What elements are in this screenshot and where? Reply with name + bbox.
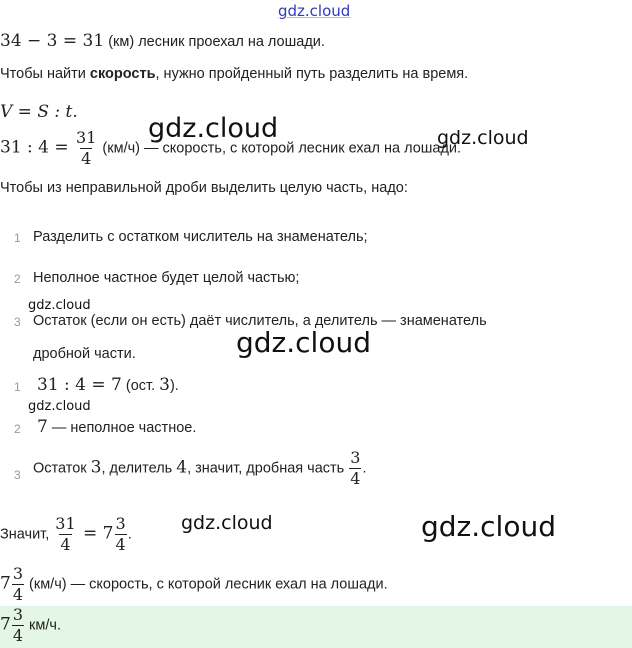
text: , делитель: [101, 460, 177, 477]
text: (км/ч) — скорость, с которой лесник ехал на лошади.: [25, 576, 388, 593]
list-index: 2: [14, 422, 21, 436]
denominator: 4: [12, 585, 24, 604]
denominator: 4: [60, 535, 71, 554]
list-item: Остаток (если он есть) даёт числитель, а делитель — знаменатель: [33, 313, 487, 329]
list-index: 1: [14, 231, 21, 245]
answer-box: [0, 606, 632, 648]
denominator: 4: [350, 469, 361, 488]
numerator: 3: [350, 448, 361, 467]
bold-term: скорость: [89, 66, 156, 82]
line-formula: [0, 102, 78, 122]
numerator: 3: [12, 564, 24, 583]
watermark: gdz.cloud: [437, 127, 529, 149]
watermark: gdz.cloud: [28, 399, 91, 414]
list-item: Неполное частное будет целой частью;: [33, 270, 300, 286]
math-expression: 31 : 4 =: [0, 137, 75, 158]
text: (км) лесник проехал на лошади.: [104, 34, 325, 50]
watermark: gdz.cloud: [28, 298, 91, 313]
text: Остаток: [33, 460, 91, 477]
numerator: 31: [76, 128, 97, 147]
text: (км/ч) — скорость, с которой лесник ехал на лошади.: [98, 140, 462, 157]
math-expression: = 7: [77, 523, 114, 544]
line-result: [0, 566, 388, 603]
list-item: Разделить с остатком числитель на знаменатель;: [33, 229, 368, 245]
math-expression: 4: [176, 457, 188, 478]
mixed-whole: 7: [0, 614, 11, 635]
mixed-whole: 7: [0, 573, 11, 594]
fraction: [115, 516, 127, 553]
text: км/ч.: [25, 617, 61, 634]
list-index: 1: [14, 380, 21, 394]
line-speed-rule: [0, 66, 468, 82]
list-item: [37, 417, 196, 437]
math-expression: 31 : 4 = 7: [37, 375, 122, 395]
watermark: gdz.cloud: [181, 512, 273, 534]
list-index: 3: [14, 468, 21, 482]
denominator: 4: [115, 535, 126, 554]
line-conclusion: [0, 516, 132, 553]
text: , значит, дробная часть: [187, 460, 349, 477]
list-item: [33, 450, 366, 487]
watermark: gdz.cloud: [421, 510, 556, 543]
list-index: 2: [14, 272, 21, 286]
math-expression: 7: [37, 417, 48, 437]
list-index: 3: [14, 315, 21, 329]
text: ).: [169, 378, 179, 394]
text: — неполное частное.: [47, 420, 197, 436]
text: Чтобы из неправильной дроби выделить целую часть, надо:: [0, 180, 408, 196]
line-speed-calc: [0, 130, 461, 167]
fraction: [12, 566, 24, 603]
text: Значит,: [0, 526, 54, 543]
text: (ост.: [121, 378, 160, 394]
list-item-continuation: дробной части.: [33, 346, 136, 362]
watermark: gdz.cloud: [236, 326, 371, 359]
fraction: [75, 130, 97, 167]
numerator: 3: [115, 514, 126, 533]
line-rule-intro: [0, 180, 408, 196]
text: Чтобы найти: [0, 66, 90, 82]
math-expression: 34 − 3 = 31: [0, 31, 105, 51]
line-distance: [0, 31, 325, 51]
fraction: [12, 607, 24, 644]
numerator: 3: [12, 605, 24, 624]
text: , нужно пройденный путь разделить на время.: [155, 66, 469, 82]
watermark: gdz.cloud: [148, 113, 279, 144]
watermark-top: gdz.cloud: [278, 2, 351, 20]
math-expression: 3: [90, 457, 102, 478]
numerator: 31: [55, 514, 76, 533]
denominator: 4: [12, 626, 24, 645]
answer-line: [0, 607, 61, 644]
list-item: [37, 375, 179, 395]
formula: V = S : t.: [0, 102, 78, 122]
fraction: [349, 450, 361, 487]
text: .: [127, 526, 132, 543]
fraction: [54, 516, 76, 553]
text: .: [362, 460, 367, 477]
denominator: 4: [81, 149, 92, 168]
math-expression: 3: [159, 375, 170, 395]
